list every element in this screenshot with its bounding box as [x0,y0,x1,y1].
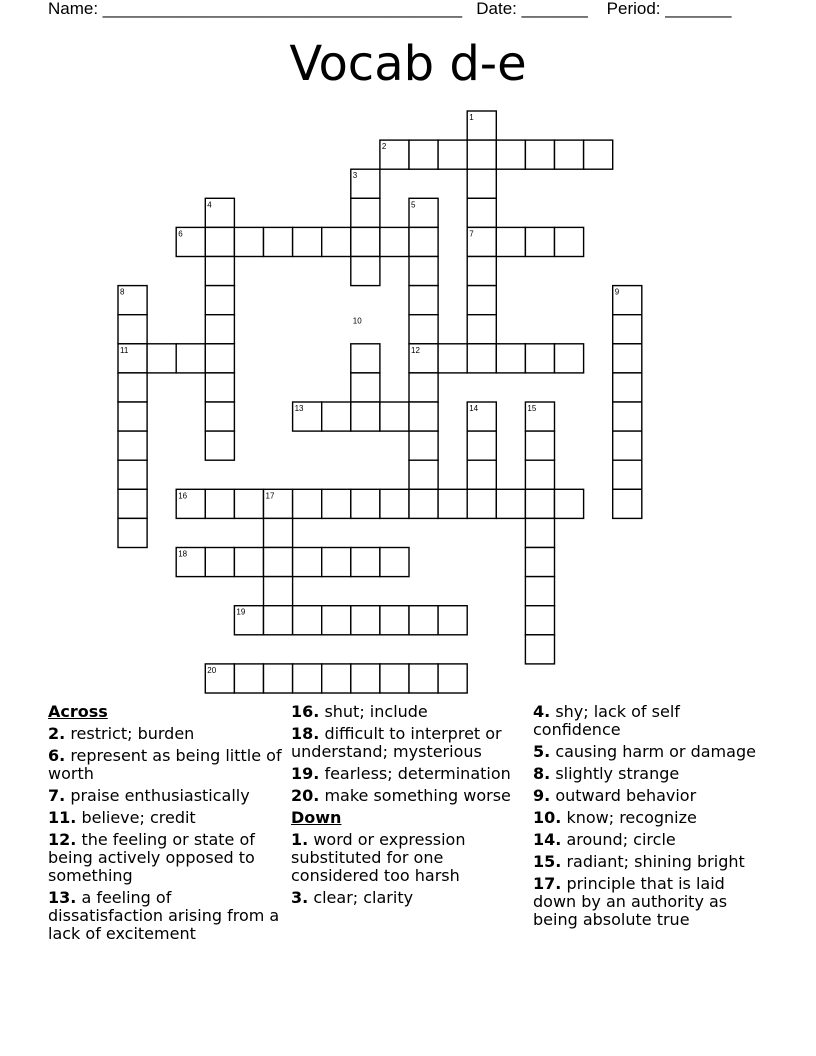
crossword-cell[interactable] [380,664,409,693]
crossword-cell[interactable] [118,431,147,460]
clues-column-2 [291,703,527,911]
crossword-cell[interactable] [525,577,554,606]
crossword-cell[interactable] [293,227,322,256]
crossword-cell[interactable] [234,489,263,518]
cell-number: 7 [469,229,474,239]
crossword-cell[interactable] [380,227,409,256]
crossword-cell[interactable] [322,227,351,256]
crossword-cell[interactable] [613,344,642,373]
crossword-cell[interactable] [555,344,584,373]
crossword-cell[interactable] [409,489,438,518]
clue-down-9: 9. outward behavior [533,786,697,805]
crossword-cell[interactable] [380,606,409,635]
crossword-cell[interactable] [205,286,234,315]
cell-number: 13 [294,404,304,413]
clue-down-5: 5. causing harm or damage [533,742,756,761]
crossword-cell[interactable] [613,460,642,489]
cell-number: 10 [352,316,362,326]
crossword-cell[interactable] [322,664,351,693]
crossword-cell[interactable] [613,315,642,344]
crossword-cell[interactable] [555,140,584,169]
crossword-cell[interactable] [584,140,613,169]
crossword-cell[interactable] [409,140,438,169]
crossword-cell[interactable] [467,489,496,518]
crossword-cell[interactable] [205,344,234,373]
crossword-cell[interactable] [525,227,554,256]
crossword-cell[interactable] [118,518,147,547]
clue-down-17: 17. principle that is laid down by an authority as being absolute true [533,874,728,929]
crossword-cell[interactable] [496,344,525,373]
crossword-cell[interactable] [525,140,554,169]
cell-number: 1 [469,113,474,122]
clue-across-19: 19. fearless; determination [291,764,511,783]
clue-down-8: 8. slightly strange [533,764,680,783]
crossword-cell[interactable] [438,606,467,635]
crossword-cell[interactable] [118,373,147,402]
crossword-cell[interactable] [496,140,525,169]
puzzle-title: Vocab d-e [289,36,527,92]
clue-down-10: 10. know; recognize [533,808,697,827]
crossword-cell[interactable] [496,227,525,256]
crossword-cell[interactable] [409,257,438,286]
crossword-cell[interactable] [613,402,642,431]
crossword-cell[interactable] [467,140,496,169]
crossword-cell[interactable] [205,489,234,518]
crossword-cell[interactable] [467,431,496,460]
crossword-cell[interactable] [409,402,438,431]
crossword-cell[interactable] [322,606,351,635]
crossword-cell[interactable] [351,664,380,693]
crossword-cell[interactable] [613,489,642,518]
crossword-cell[interactable] [234,664,263,693]
crossword-cell[interactable] [118,315,147,344]
crossword-cell[interactable] [613,431,642,460]
cell-number: 17 [265,491,275,501]
name-date-period-line: Name: ______________________________________ Date: _______ Period: _______ [48,0,732,18]
crossword-cell[interactable] [467,286,496,315]
crossword-cell[interactable] [234,548,263,577]
cell-number: 3 [352,171,358,181]
clue-down-3: 3. clear; clarity [291,888,414,907]
crossword-cell[interactable] [438,140,467,169]
crossword-cell[interactable] [351,606,380,635]
crossword-cell[interactable] [409,606,438,635]
clue-across-20: 20. make something worse [291,786,511,805]
cell-number: 19 [236,607,246,617]
cell-number: 2 [381,142,387,152]
crossword-cell[interactable] [322,489,351,518]
crossword-cell[interactable] [380,402,409,431]
crossword-cell[interactable] [525,344,554,373]
crossword-cell[interactable] [205,315,234,344]
crossword-cell[interactable] [322,402,351,431]
crossword-cell[interactable] [467,460,496,489]
crossword-cell[interactable] [205,548,234,577]
crossword-cell[interactable] [438,664,467,693]
cell-number: 18 [178,549,188,559]
crossword-cell[interactable] [409,315,438,344]
crossword-cell[interactable] [264,606,293,635]
clues-column-1 [48,703,284,947]
crossword-cell[interactable] [264,577,293,606]
crossword-cell[interactable] [467,315,496,344]
clues-column-3 [533,703,769,933]
clue-across-11: 11. believe; credit [48,808,196,827]
crossword-cell[interactable] [264,664,293,693]
clue-across-18: 18. difficult to interpret or understand; mysterious [291,724,502,761]
crossword-cell[interactable] [496,489,525,518]
clue-across-13: 13. a feeling of dissatisfaction arising from a lack of excitement [48,888,280,943]
clue-down-1: 1. word or expression substituted for one considered too harsh [291,830,466,885]
cell-number: 12 [411,345,420,355]
cell-number: 14 [469,404,479,413]
crossword-cell[interactable] [118,460,147,489]
crossword-cell[interactable] [351,257,380,286]
crossword-cell[interactable] [264,227,293,256]
cell-number: 9 [614,287,620,297]
crossword-cell[interactable] [351,373,380,402]
crossword-cell[interactable] [205,431,234,460]
crossword-cell[interactable] [525,518,554,547]
crossword-cell[interactable] [293,664,322,693]
crossword-cell[interactable] [205,402,234,431]
crossword-cell[interactable] [147,344,176,373]
crossword-cell[interactable] [234,227,263,256]
cell-number: 4 [207,200,212,210]
crossword-cell[interactable] [525,606,554,635]
crossword-cell[interactable] [467,169,496,198]
crossword-cell[interactable] [438,489,467,518]
clue-down-15: 15. radiant; shining bright [533,852,745,871]
cell-number: 5 [411,200,416,210]
crossword-cell[interactable] [293,548,322,577]
crossword-cell[interactable] [380,489,409,518]
crossword-cell[interactable] [293,489,322,518]
across-heading: Across [48,702,108,721]
crossword-cell[interactable] [409,460,438,489]
clue-across-2: 2. restrict; burden [48,724,195,743]
crossword-cell[interactable] [409,286,438,315]
clue-across-6: 6. represent as being little of worth [48,746,282,783]
cell-number: 11 [120,345,129,355]
crossword-cell[interactable] [438,344,467,373]
clue-across-7: 7. praise enthusiastically [48,786,250,805]
crossword-cell[interactable] [205,227,234,256]
crossword-cell[interactable] [176,344,205,373]
crossword-cell[interactable] [351,548,380,577]
clue-down-14: 14. around; circle [533,830,676,849]
cell-number: 15 [527,404,537,413]
clue-across-12: 12. the feeling or state of being actively opposed to something [48,830,255,885]
crossword-cell[interactable] [351,402,380,431]
crossword-cell[interactable] [467,257,496,286]
cell-number: 16 [178,491,188,501]
crossword-cell[interactable] [264,518,293,547]
crossword-cell[interactable] [118,489,147,518]
crossword-cell[interactable] [409,431,438,460]
cell-number: 6 [178,229,183,239]
crossword-cell[interactable] [205,257,234,286]
crossword-cell[interactable] [613,373,642,402]
crossword-cell[interactable] [525,635,554,664]
crossword-cell[interactable] [264,548,293,577]
crossword-cell[interactable] [380,548,409,577]
cell-number: 8 [120,287,125,297]
crossword-cell[interactable] [525,460,554,489]
crossword-cell[interactable] [525,431,554,460]
crossword-cell[interactable] [555,489,584,518]
crossword-cell[interactable] [409,227,438,256]
crossword-cell[interactable] [525,489,554,518]
crossword-cell[interactable] [409,373,438,402]
crossword-cell[interactable] [525,548,554,577]
clue-down-4: 4. shy; lack of self confidence [533,702,680,739]
crossword-cell[interactable] [351,489,380,518]
crossword-cell[interactable] [351,227,380,256]
cell-number: 20 [207,665,217,675]
crossword-cell[interactable] [205,373,234,402]
crossword-cell[interactable] [467,198,496,227]
crossword-cell[interactable] [293,606,322,635]
down-heading: Down [291,808,342,827]
clue-across-16: 16. shut; include [291,702,428,721]
crossword-cell[interactable] [351,198,380,227]
crossword-cell[interactable] [351,344,380,373]
crossword-cell[interactable] [322,548,351,577]
crossword-cell[interactable] [118,402,147,431]
crossword-cell[interactable] [467,344,496,373]
crossword-cell[interactable] [555,227,584,256]
crossword-cell[interactable] [409,664,438,693]
